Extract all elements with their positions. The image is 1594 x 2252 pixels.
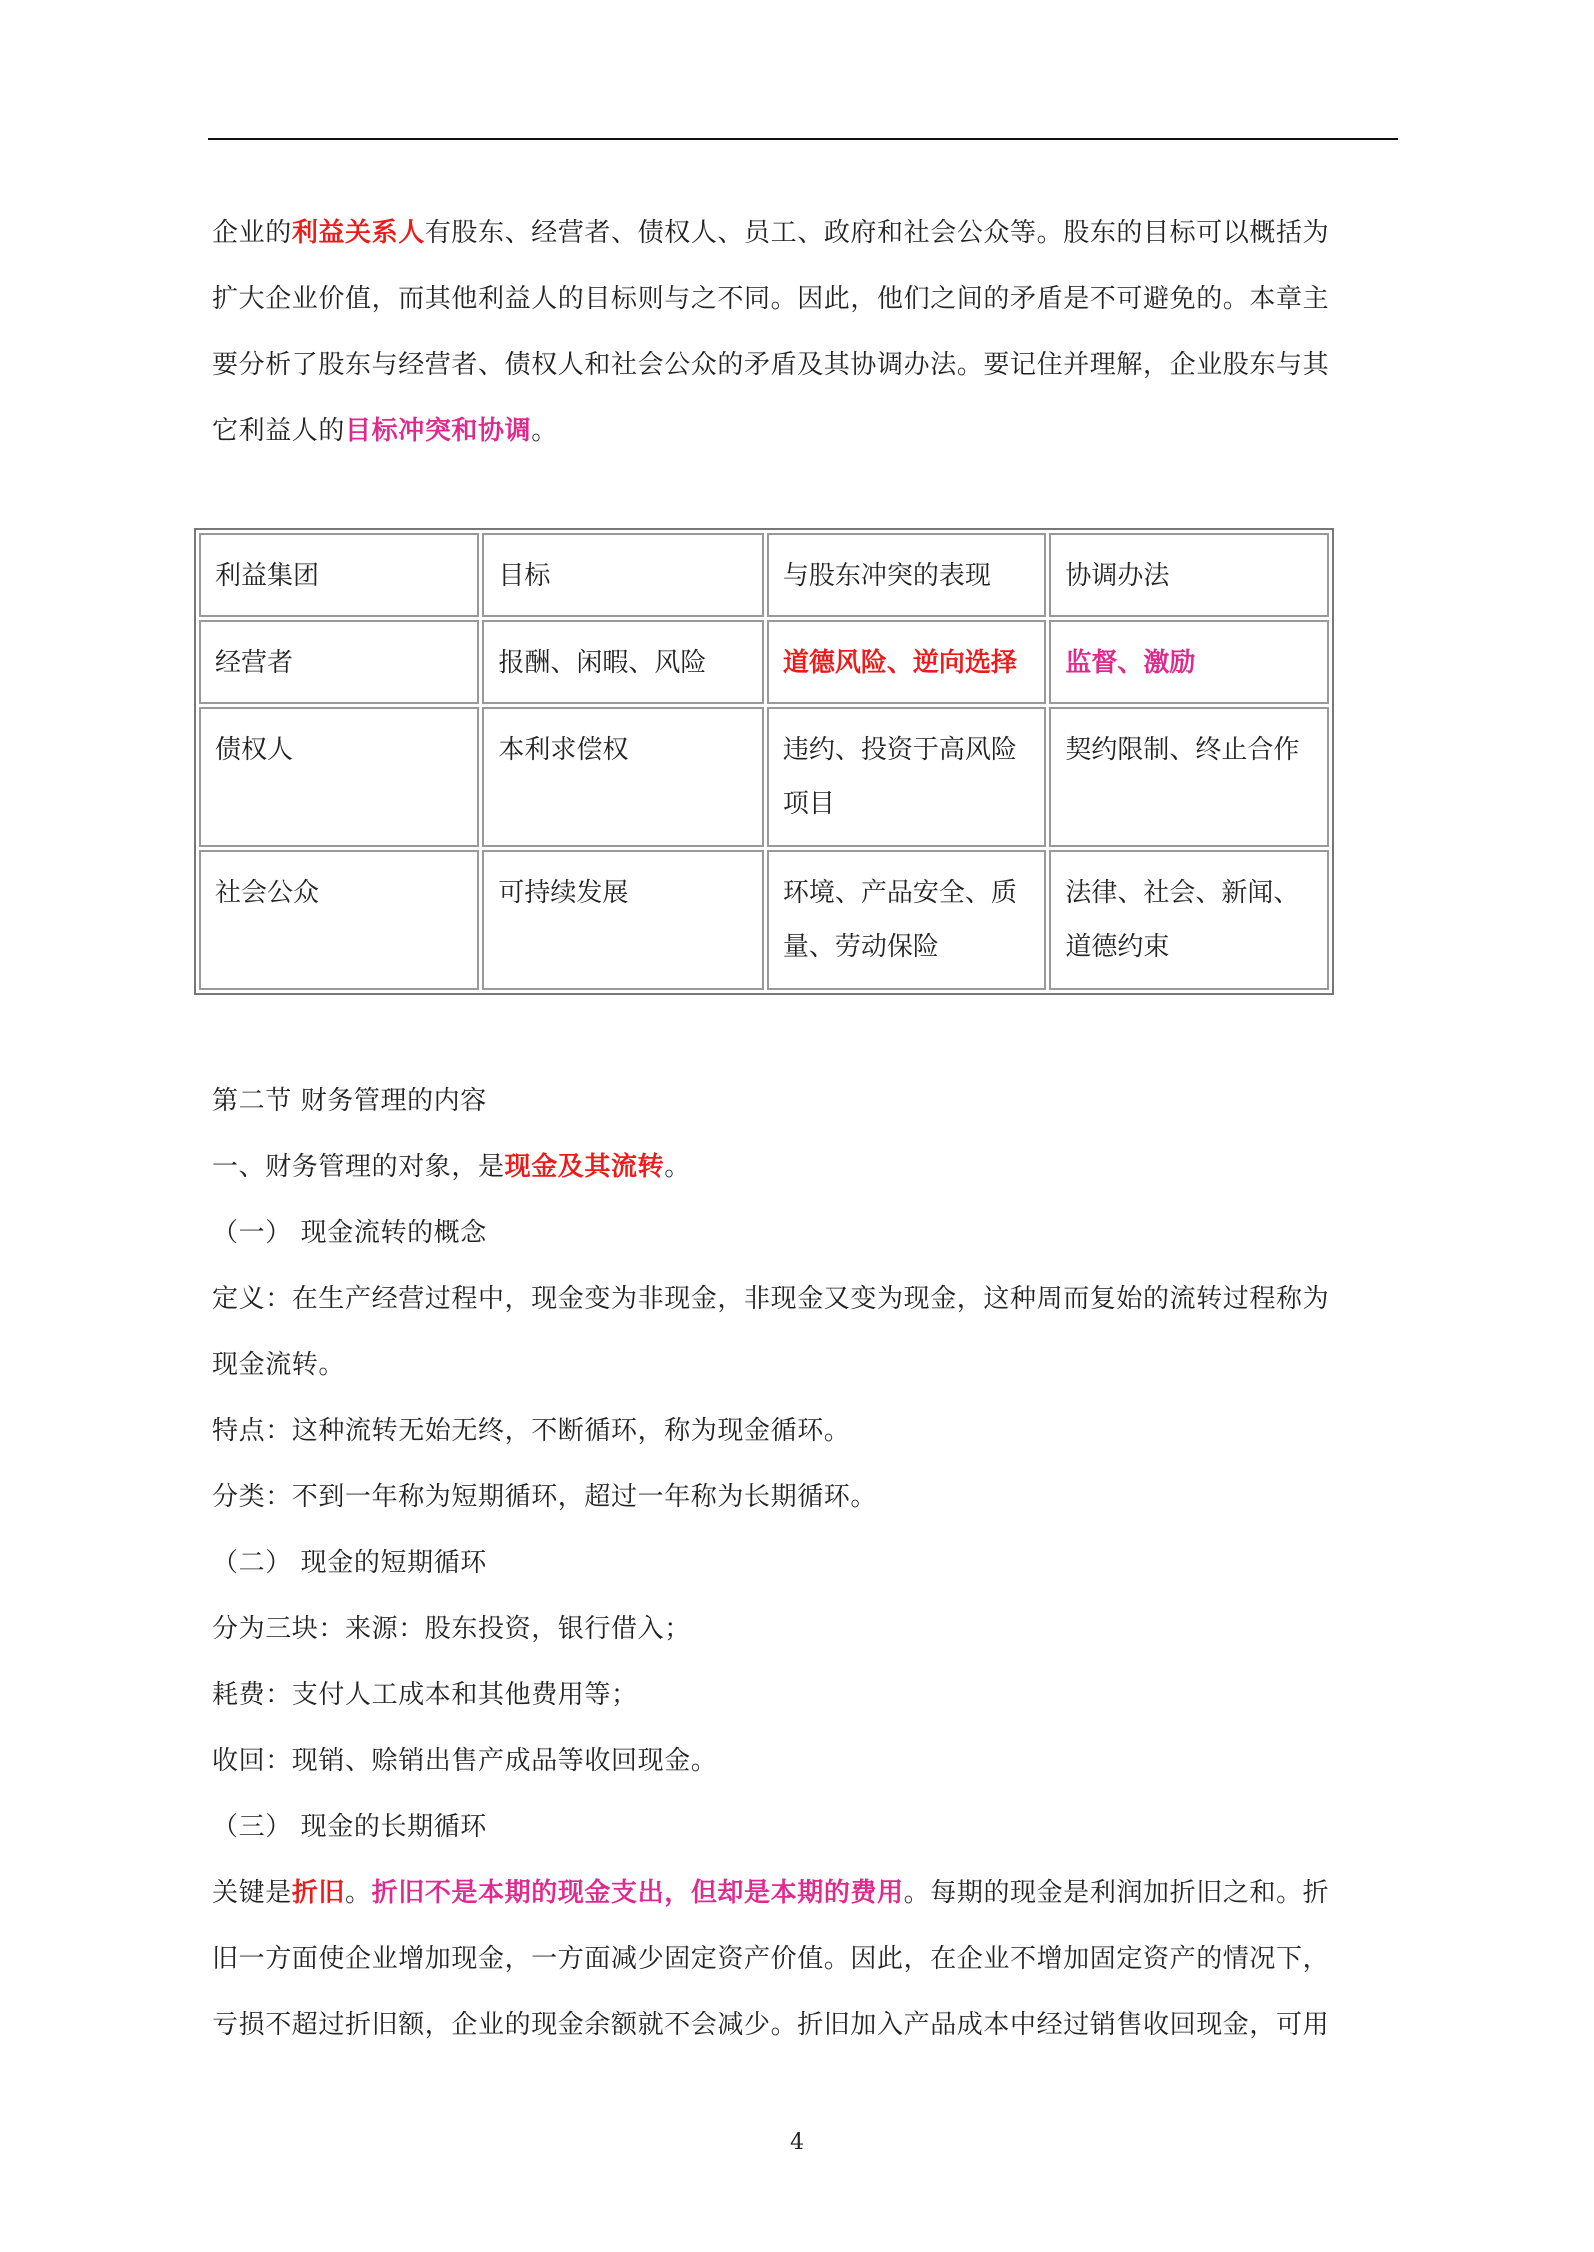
section-heading: 第二节 财务管理的内容: [212, 1086, 487, 1116]
intro-line-2: 扩大企业价值，而其他利益人的目标则与之不同。因此，他们之间的矛盾是不可避免的。本章主: [212, 284, 1330, 314]
table-cell: 本利求偿权: [482, 707, 763, 847]
item-1: 一、财务管理的对象，是现金及其流转。: [212, 1152, 691, 1182]
table-header-cell: 利益集团: [199, 533, 479, 617]
continuation-line-2: 亏损不超过折旧额，企业的现金余额就不会减少。折旧加入产品成本中经过销售收回现金，可用: [212, 2010, 1330, 2040]
subheading-2: （二） 现金的短期循环: [212, 1548, 487, 1578]
keyword-stakeholders: 利益关系人: [291, 218, 425, 248]
table-cell: 债权人: [199, 707, 479, 847]
table-cell: 法律、社会、新闻、 道德约束: [1049, 850, 1329, 990]
keyword-depreciation-note: 折旧不是本期的现金支出，但却是本期的费用: [371, 1878, 904, 1908]
table-header-cell: 与股东冲突的表现: [767, 533, 1047, 617]
subheading-3: （三） 现金的长期循环: [212, 1812, 487, 1842]
split-line: 分为三块：来源：股东投资，银行借入；: [212, 1614, 691, 1644]
intro-line-4: 它利益人的目标冲突和协调。: [212, 416, 558, 446]
recover-line: 收回：现销、赊销出售产成品等收回现金。: [212, 1746, 718, 1776]
keyword-goal-conflict: 目标冲突和协调: [345, 416, 532, 446]
keyword-cash-flow: 现金及其流转: [504, 1152, 665, 1182]
table-cell: 道德风险、逆向选择: [767, 620, 1047, 704]
table-cell: 监督、激励: [1049, 620, 1329, 704]
stakeholder-table: [194, 528, 1334, 995]
key-line: 关键是折旧。折旧不是本期的现金支出，但却是本期的费用。每期的现金是利润加折旧之和。折: [212, 1878, 1330, 1908]
table-cell: 社会公众: [199, 850, 479, 990]
intro-line-3: 要分析了股东与经营者、债权人和社会公众的矛盾及其协调办法。要记住并理解，企业股东与其: [212, 350, 1330, 380]
table-row: [199, 707, 1329, 847]
table-row: [199, 620, 1329, 704]
table-cell: 契约限制、终止合作: [1049, 707, 1329, 847]
feature-line: 特点：这种流转无始无终，不断循环，称为现金循环。: [212, 1416, 851, 1446]
header-rule: [208, 138, 1398, 140]
table-header-row: [199, 533, 1329, 617]
table-cell: 可持续发展: [482, 850, 763, 990]
table-cell: 环境、产品安全、质 量、劳动保险: [767, 850, 1047, 990]
table-row: [199, 850, 1329, 990]
category-line: 分类：不到一年称为短期循环，超过一年称为长期循环。: [212, 1482, 878, 1512]
subheading-1: （一） 现金流转的概念: [212, 1218, 487, 1248]
table-cell: 违约、投资于高风险 项目: [767, 707, 1047, 847]
table-header-cell: 目标: [482, 533, 763, 617]
definition-line-2: 现金流转。: [212, 1350, 346, 1380]
consume-line: 耗费：支付人工成本和其他费用等；: [212, 1680, 638, 1710]
table-cell: 经营者: [199, 620, 479, 704]
table-header-cell: 协调办法: [1049, 533, 1329, 617]
intro-line-1: 企业的利益关系人有股东、经营者、债权人、员工、政府和社会公众等。股东的目标可以概括为: [212, 218, 1330, 248]
definition-line-1: 定义：在生产经营过程中，现金变为非现金，非现金又变为现金，这种周而复始的流转过程称为: [212, 1284, 1330, 1314]
intro-paragraph: [212, 200, 1402, 464]
continuation-line-1: 旧一方面使企业增加现金，一方面减少固定资产价值。因此，在企业不增加固定资产的情况下，: [212, 1944, 1330, 1974]
table-cell: 报酬、闲暇、风险: [482, 620, 763, 704]
page-number: 4: [790, 2130, 804, 2155]
keyword-depreciation: 折旧: [291, 1878, 346, 1908]
